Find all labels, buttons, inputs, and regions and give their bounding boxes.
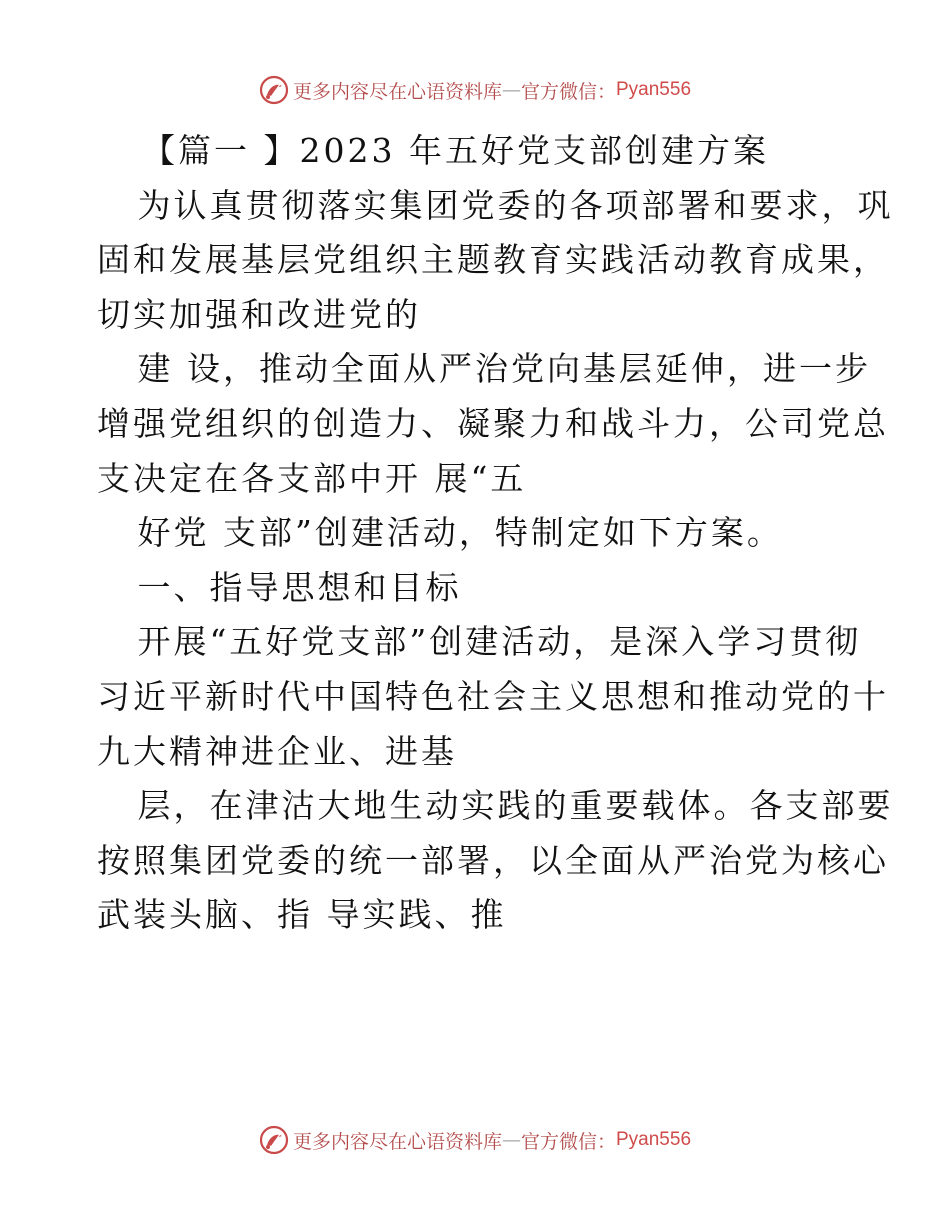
footer-watermark <box>0 1120 950 1160</box>
paragraph-line: 武装头脑、指 导实践、推 <box>97 895 507 935</box>
document-body <box>97 124 894 943</box>
brand-logo-icon <box>259 75 289 105</box>
paragraph-line: 开展“五好党支部”创建活动，是深入学习贯彻 <box>97 622 862 662</box>
paragraph-line: 增强党组织的创造力、凝聚力和战斗力，公司党总 <box>97 403 889 443</box>
header-watermark <box>0 70 950 110</box>
brand-logo-icon <box>259 1125 289 1155</box>
watermark-text: 更多内容尽在心语资料库 <box>292 1130 502 1153</box>
watermark-account-label: 官方微信： <box>520 80 616 103</box>
watermark-account-label: 官方微信： <box>520 1130 616 1153</box>
paragraph-line: 层，在津沽大地生动实践的重要载体。各支部要 <box>97 786 894 826</box>
paragraph-line: 好党 支部”创建活动，特制定如下方案。 <box>97 513 783 553</box>
document-title: 【篇一 】2023 年五好党支部创建方案 <box>142 131 769 170</box>
paragraph-line: 九大精神进企业、进基 <box>97 731 457 771</box>
watermark-text: 更多内容尽在心语资料库 <box>292 80 502 103</box>
section-heading: 一、指导思想和目标 <box>97 567 462 607</box>
paragraph-line: 习近平新时代中国特色社会主义思想和推动党的十 <box>97 676 889 716</box>
paragraph-line: 为认真贯彻落实集团党委的各项部署和要求，巩 <box>97 185 894 225</box>
paragraph-line: 切实加强和改进党的 <box>97 294 421 334</box>
paragraph-line: 按照集团党委的统一部署，以全面从严治党为核心 <box>97 840 889 880</box>
watermark-separator: — <box>501 1129 521 1151</box>
paragraph-line: 支决定在各支部中开 展“五 <box>97 458 527 498</box>
paragraph-line: 固和发展基层党组织主题教育实践活动教育成果， <box>97 240 889 280</box>
watermark-account: Pyan556 <box>616 79 692 100</box>
watermark-account: Pyan556 <box>616 1129 692 1150</box>
watermark-separator: — <box>501 79 521 101</box>
paragraph-line: 建 设，推动全面从严治党向基层延伸，进一步 <box>97 349 871 389</box>
